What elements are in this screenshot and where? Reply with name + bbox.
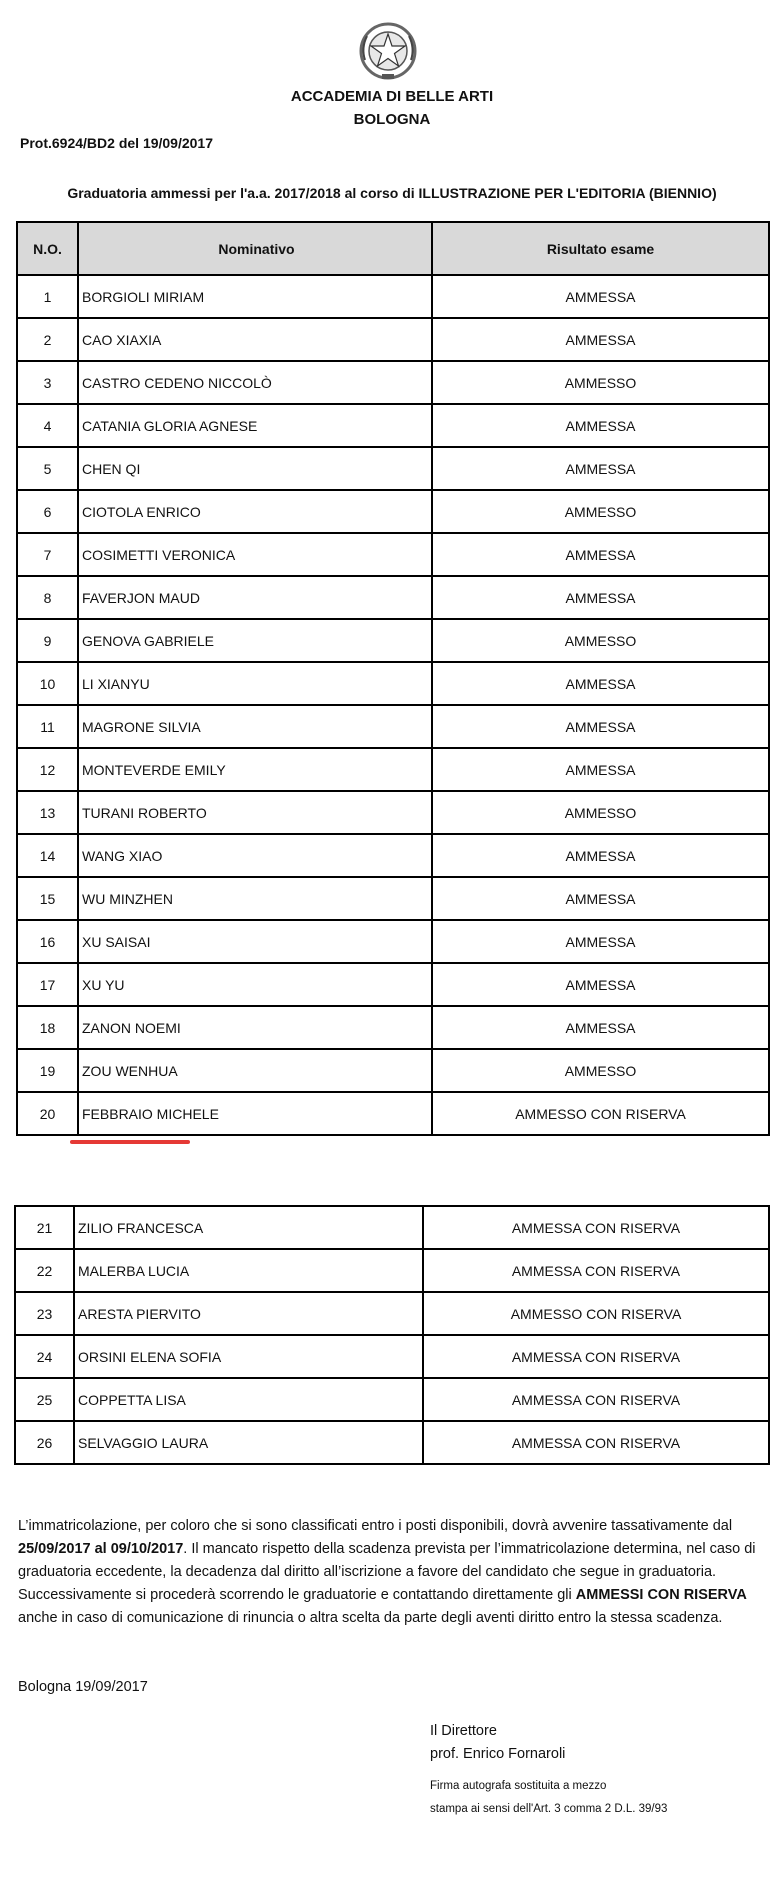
cell-name: COPPETTA LISA	[74, 1378, 423, 1421]
cell-result: AMMESSA	[432, 748, 769, 791]
column-header-number: N.O.	[17, 222, 78, 275]
table-row	[17, 576, 769, 619]
cell-name: CAO XIAXIA	[78, 318, 432, 361]
cell-number: 3	[17, 361, 78, 404]
cell-result: AMMESSA	[432, 275, 769, 318]
table-row	[17, 791, 769, 834]
table-row	[17, 318, 769, 361]
cell-result: AMMESSA	[432, 920, 769, 963]
cell-result: AMMESSO	[432, 361, 769, 404]
table-row	[15, 1249, 769, 1292]
cell-result: AMMESSO CON RISERVA	[432, 1092, 769, 1135]
table-row	[17, 1006, 769, 1049]
table-row	[17, 1092, 769, 1135]
cell-result: AMMESSO	[432, 490, 769, 533]
cell-name: ZANON NOEMI	[78, 1006, 432, 1049]
cell-name: CIOTOLA ENRICO	[78, 490, 432, 533]
cell-number: 25	[15, 1378, 74, 1421]
cell-number: 16	[17, 920, 78, 963]
cell-name: ZOU WENHUA	[78, 1049, 432, 1092]
table-row	[15, 1335, 769, 1378]
cell-name: BORGIOLI MIRIAM	[78, 275, 432, 318]
notice-reserve-term: AMMESSI CON RISERVA	[575, 1587, 747, 1603]
cell-name: WU MINZHEN	[78, 877, 432, 920]
cell-number: 6	[17, 490, 78, 533]
cell-name: XU SAISAI	[78, 920, 432, 963]
cell-number: 8	[17, 576, 78, 619]
cell-result: AMMESSA	[432, 705, 769, 748]
table-row	[17, 490, 769, 533]
cell-name: CASTRO CEDENO NICCOLÒ	[78, 361, 432, 404]
cell-result: AMMESSO	[432, 619, 769, 662]
cell-number: 13	[17, 791, 78, 834]
table-row	[17, 404, 769, 447]
table-row	[17, 834, 769, 877]
cell-result: AMMESSA CON RISERVA	[423, 1378, 769, 1421]
cell-name: LI XIANYU	[78, 662, 432, 705]
table-row	[17, 662, 769, 705]
table-row	[17, 877, 769, 920]
republic-emblem-icon	[357, 20, 419, 82]
cell-number: 1	[17, 275, 78, 318]
handwritten-underline-annotation	[70, 1140, 190, 1144]
table-row	[17, 361, 769, 404]
table-row	[17, 1049, 769, 1092]
table-row	[17, 963, 769, 1006]
cell-number: 18	[17, 1006, 78, 1049]
cell-result: AMMESSA	[432, 1006, 769, 1049]
cell-result: AMMESSA	[432, 533, 769, 576]
table-row	[17, 705, 769, 748]
cell-name: CATANIA GLORIA AGNESE	[78, 404, 432, 447]
cell-name: ARESTA PIERVITO	[74, 1292, 423, 1335]
signer-name: prof. Enrico Fornaroli	[430, 1746, 566, 1762]
cell-result: AMMESSA CON RISERVA	[423, 1249, 769, 1292]
enrollment-notice	[18, 1515, 768, 1630]
cell-number: 7	[17, 533, 78, 576]
table-row	[17, 275, 769, 318]
notice-text-1: L’immatricolazione, per coloro che si sono classificati entro i posti disponibili, dovrà avvenire tassativamente dal	[18, 1518, 733, 1534]
place-date: Bologna 19/09/2017	[18, 1679, 148, 1695]
cell-name: TURANI ROBERTO	[78, 791, 432, 834]
cell-number: 19	[17, 1049, 78, 1092]
cell-name: MONTEVERDE EMILY	[78, 748, 432, 791]
cell-name: MALERBA LUCIA	[74, 1249, 423, 1292]
cell-result: AMMESSA CON RISERVA	[423, 1335, 769, 1378]
signature-note-line1: Firma autografa sostituita a mezzo	[430, 1780, 607, 1792]
cell-number: 5	[17, 447, 78, 490]
cell-number: 9	[17, 619, 78, 662]
cell-result: AMMESSA CON RISERVA	[423, 1206, 769, 1249]
cell-number: 23	[15, 1292, 74, 1335]
cell-result: AMMESSA	[432, 447, 769, 490]
cell-name: WANG XIAO	[78, 834, 432, 877]
cell-result: AMMESSO	[432, 791, 769, 834]
cell-number: 2	[17, 318, 78, 361]
cell-result: AMMESSA	[432, 877, 769, 920]
cell-name: CHEN QI	[78, 447, 432, 490]
cell-number: 21	[15, 1206, 74, 1249]
reserve-ranking-table	[14, 1205, 770, 1465]
cell-number: 11	[17, 705, 78, 748]
cell-number: 24	[15, 1335, 74, 1378]
notice-text-2: . Il mancato rispetto della scadenza prevista per l’immatricolazione determina, nel caso di graduatoria eccedente, la decadenza dal diritto all’iscrizione a favore del candidato che segue in graduatoria. Successivamente si procederà scorrendo le graduatorie e contattando direttamente gli	[18, 1541, 756, 1603]
cell-number: 15	[17, 877, 78, 920]
cell-name: ZILIO FRANCESCA	[74, 1206, 423, 1249]
table-header-row	[17, 222, 769, 275]
cell-result: AMMESSO	[432, 1049, 769, 1092]
signature-note-line2: stampa ai sensi dell'Art. 3 comma 2 D.L. 39/93	[430, 1803, 668, 1815]
cell-number: 22	[15, 1249, 74, 1292]
cell-number: 12	[17, 748, 78, 791]
cell-name: COSIMETTI VERONICA	[78, 533, 432, 576]
cell-result: AMMESSA	[432, 834, 769, 877]
cell-name: ORSINI ELENA SOFIA	[74, 1335, 423, 1378]
cell-name: SELVAGGIO LAURA	[74, 1421, 423, 1464]
column-header-name: Nominativo	[78, 222, 432, 275]
table-row	[17, 447, 769, 490]
cell-number: 4	[17, 404, 78, 447]
notice-date-range: 25/09/2017 al 09/10/2017	[18, 1541, 184, 1557]
cell-name: FAVERJON MAUD	[78, 576, 432, 619]
table-row	[17, 619, 769, 662]
cell-result: AMMESSO CON RISERVA	[423, 1292, 769, 1335]
notice-text-3: anche in caso di comunicazione di rinuncia o altra scelta da parte degli aventi diritto entro la stessa scadenza.	[18, 1610, 723, 1626]
cell-name: FEBBRAIO MICHELE	[78, 1092, 432, 1135]
cell-number: 17	[17, 963, 78, 1006]
cell-result: AMMESSA CON RISERVA	[423, 1421, 769, 1464]
table-row	[15, 1292, 769, 1335]
cell-name: GENOVA GABRIELE	[78, 619, 432, 662]
cell-name: MAGRONE SILVIA	[78, 705, 432, 748]
table-row	[15, 1206, 769, 1249]
cell-number: 20	[17, 1092, 78, 1135]
document-title: Graduatoria ammessi per l'a.a. 2017/2018 al corso di ILLUSTRAZIONE PER L'EDITORIA (BIENNIO)	[67, 185, 717, 201]
cell-number: 26	[15, 1421, 74, 1464]
signer-role: Il Direttore	[430, 1723, 497, 1739]
column-header-result: Risultato esame	[432, 222, 769, 275]
table-row	[17, 920, 769, 963]
table-row	[17, 748, 769, 791]
cell-number: 10	[17, 662, 78, 705]
protocol-number: Prot.6924/BD2 del 19/09/2017	[20, 135, 214, 151]
cell-number: 14	[17, 834, 78, 877]
cell-result: AMMESSA	[432, 318, 769, 361]
cell-name: XU YU	[78, 963, 432, 1006]
table-row	[15, 1378, 769, 1421]
ranking-table	[16, 221, 770, 1136]
cell-result: AMMESSA	[432, 576, 769, 619]
table-row	[15, 1421, 769, 1464]
cell-result: AMMESSA	[432, 963, 769, 1006]
cell-result: AMMESSA	[432, 662, 769, 705]
cell-result: AMMESSA	[432, 404, 769, 447]
institution-name: ACCADEMIA DI BELLE ARTI	[290, 88, 494, 105]
institution-city: BOLOGNA	[353, 111, 431, 128]
table-row	[17, 533, 769, 576]
